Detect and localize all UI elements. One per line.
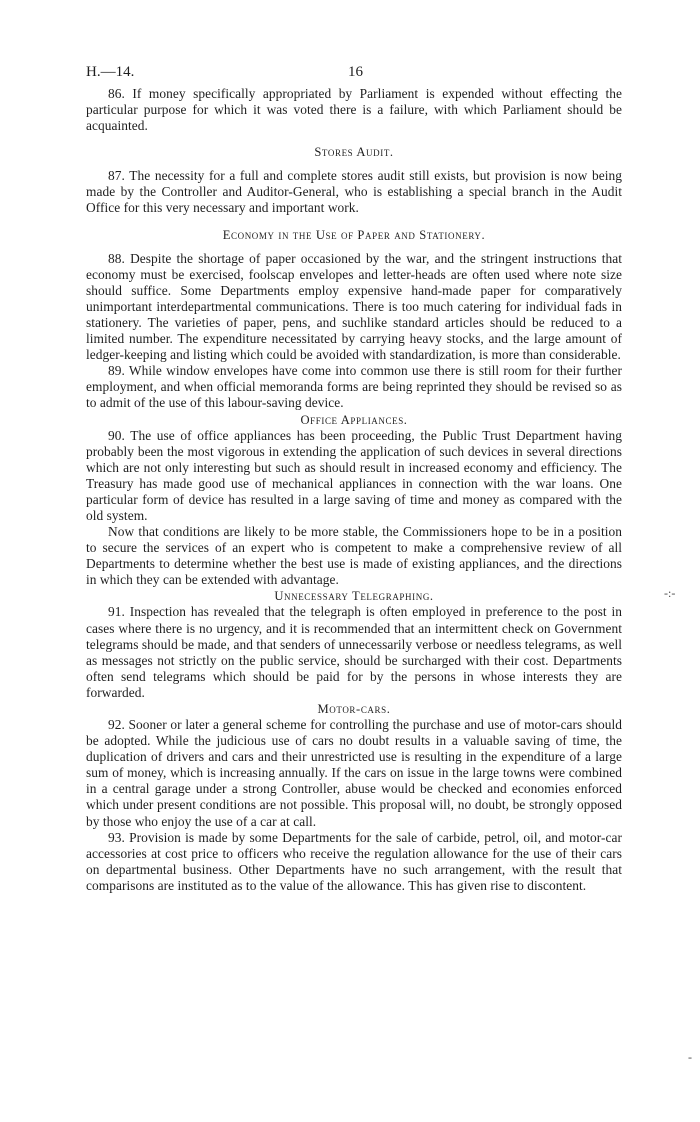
heading-stores-audit: Stores Audit. [314, 145, 394, 160]
document-reference: H.—14. [86, 64, 135, 80]
paragraph-92: 92. Sooner or later a general scheme for controlling the purchase and use of motor-cars should be adopted. While the judicious use of cars no doubt results in a valuable saving of time, the duplication of drivers and cars and their unrestricted use is resulting in the expenditure of a large sum of money, which is increasing annually. If the cars on issue in the large towns were combined in a central garage under a strong Controller, abuse would be checked and economies enforced which under present conditions are not possible. This proposal will, no doubt, be strongly opposed by those who enjoy the use of a car at call. [86, 717, 622, 829]
paragraph-90-continued: Now that conditions are likely to be more stable, the Commissioners hope to be in a position to secure the services of an expert who is competent to make a comprehensive review of all Departments to determine whether the best use is made of existing appliances, and the directions in which they can be extended with advantage. [86, 524, 622, 588]
heading-economy: Economy in the Use of Paper and Stationery. [222, 227, 486, 242]
paragraph-89: 89. While window envelopes have come into common use there is still room for their further employment, and when official memoranda forms are being reprinted they should be revised so as to admit of the use of this labour-saving device. [86, 363, 622, 411]
paragraph-91: 91. Inspection has revealed that the telegraph is often employed in preference to the post in cases where there is no urgency, and it is recommended that an intermittent check on Government telegrams should be made, and that senders of unnecessarily verbose or needless telegrams, as well as messages not strictly on the public service, should be surcharged with their cost. Departments often send telegrams which should be paid for by the persons in whose interests they are forwarded. [86, 604, 622, 700]
heading-office-appliances: Office Appliances. [300, 412, 408, 427]
document-page [86, 64, 622, 894]
heading-motor-cars: Motor-cars. [317, 702, 391, 716]
paragraph-87: 87. The necessity for a full and complete stores audit still exists, but provision is now being made by the Controller and Auditor-General, who is establishing a special branch in the Audit Office for this very necessary and important work. [86, 168, 622, 216]
paragraph-90: 90. The use of office appliances has been proceeding, the Public Trust Department having probably been the most vigorous in extending the application of such devices in several directions which are not only interesting but such as should result in increased economy and efficiency. The Treasury has made good use of mechanical appliances in connection with the war loans. One particular form of device has resulted in a large saving of time and money as compared with the old system. [86, 427, 622, 523]
margin-mark: - [688, 1050, 692, 1064]
margin-mark: -:- [664, 586, 676, 600]
heading-unnecessary-telegraphing: Unnecessary Telegraphing. [274, 589, 434, 604]
page-header [86, 64, 622, 86]
paragraph-86: 86. If money specifically appropriated by Parliament is expended without effecting the particular purpose for which it was voted there is a failure, with which Parliament should be acquainted. [86, 86, 622, 134]
paragraph-88: 88. Despite the shortage of paper occasioned by the war, and the stringent instructions that economy must be exercised, foolscap envelopes and letter-heads are often used where note size should suffice. Some Departments employ expensive hand-made paper for comparatively unimportant interdepartmental communications. There is too much catering for individual fads in stationery. The varieties of paper, pens, and suchlike standard articles should be reduced to a limited number. The expenditure necessitated by carrying heavy stocks, and the large amount of ledger-keeping and listing which could be avoided with standardization, is more than considerable. [86, 250, 622, 363]
paragraph-93: 93. Provision is made by some Departments for the sale of carbide, petrol, oil, and motor-car accessories at cost price to officers who receive the regulation allowance for the use of their cars on departmental business. Other Departments have no such arrangement, with the result that comparisons are instituted as to the value of the allowance. This has given rise to discontent. [86, 829, 622, 893]
page-number: 16 [348, 64, 363, 80]
